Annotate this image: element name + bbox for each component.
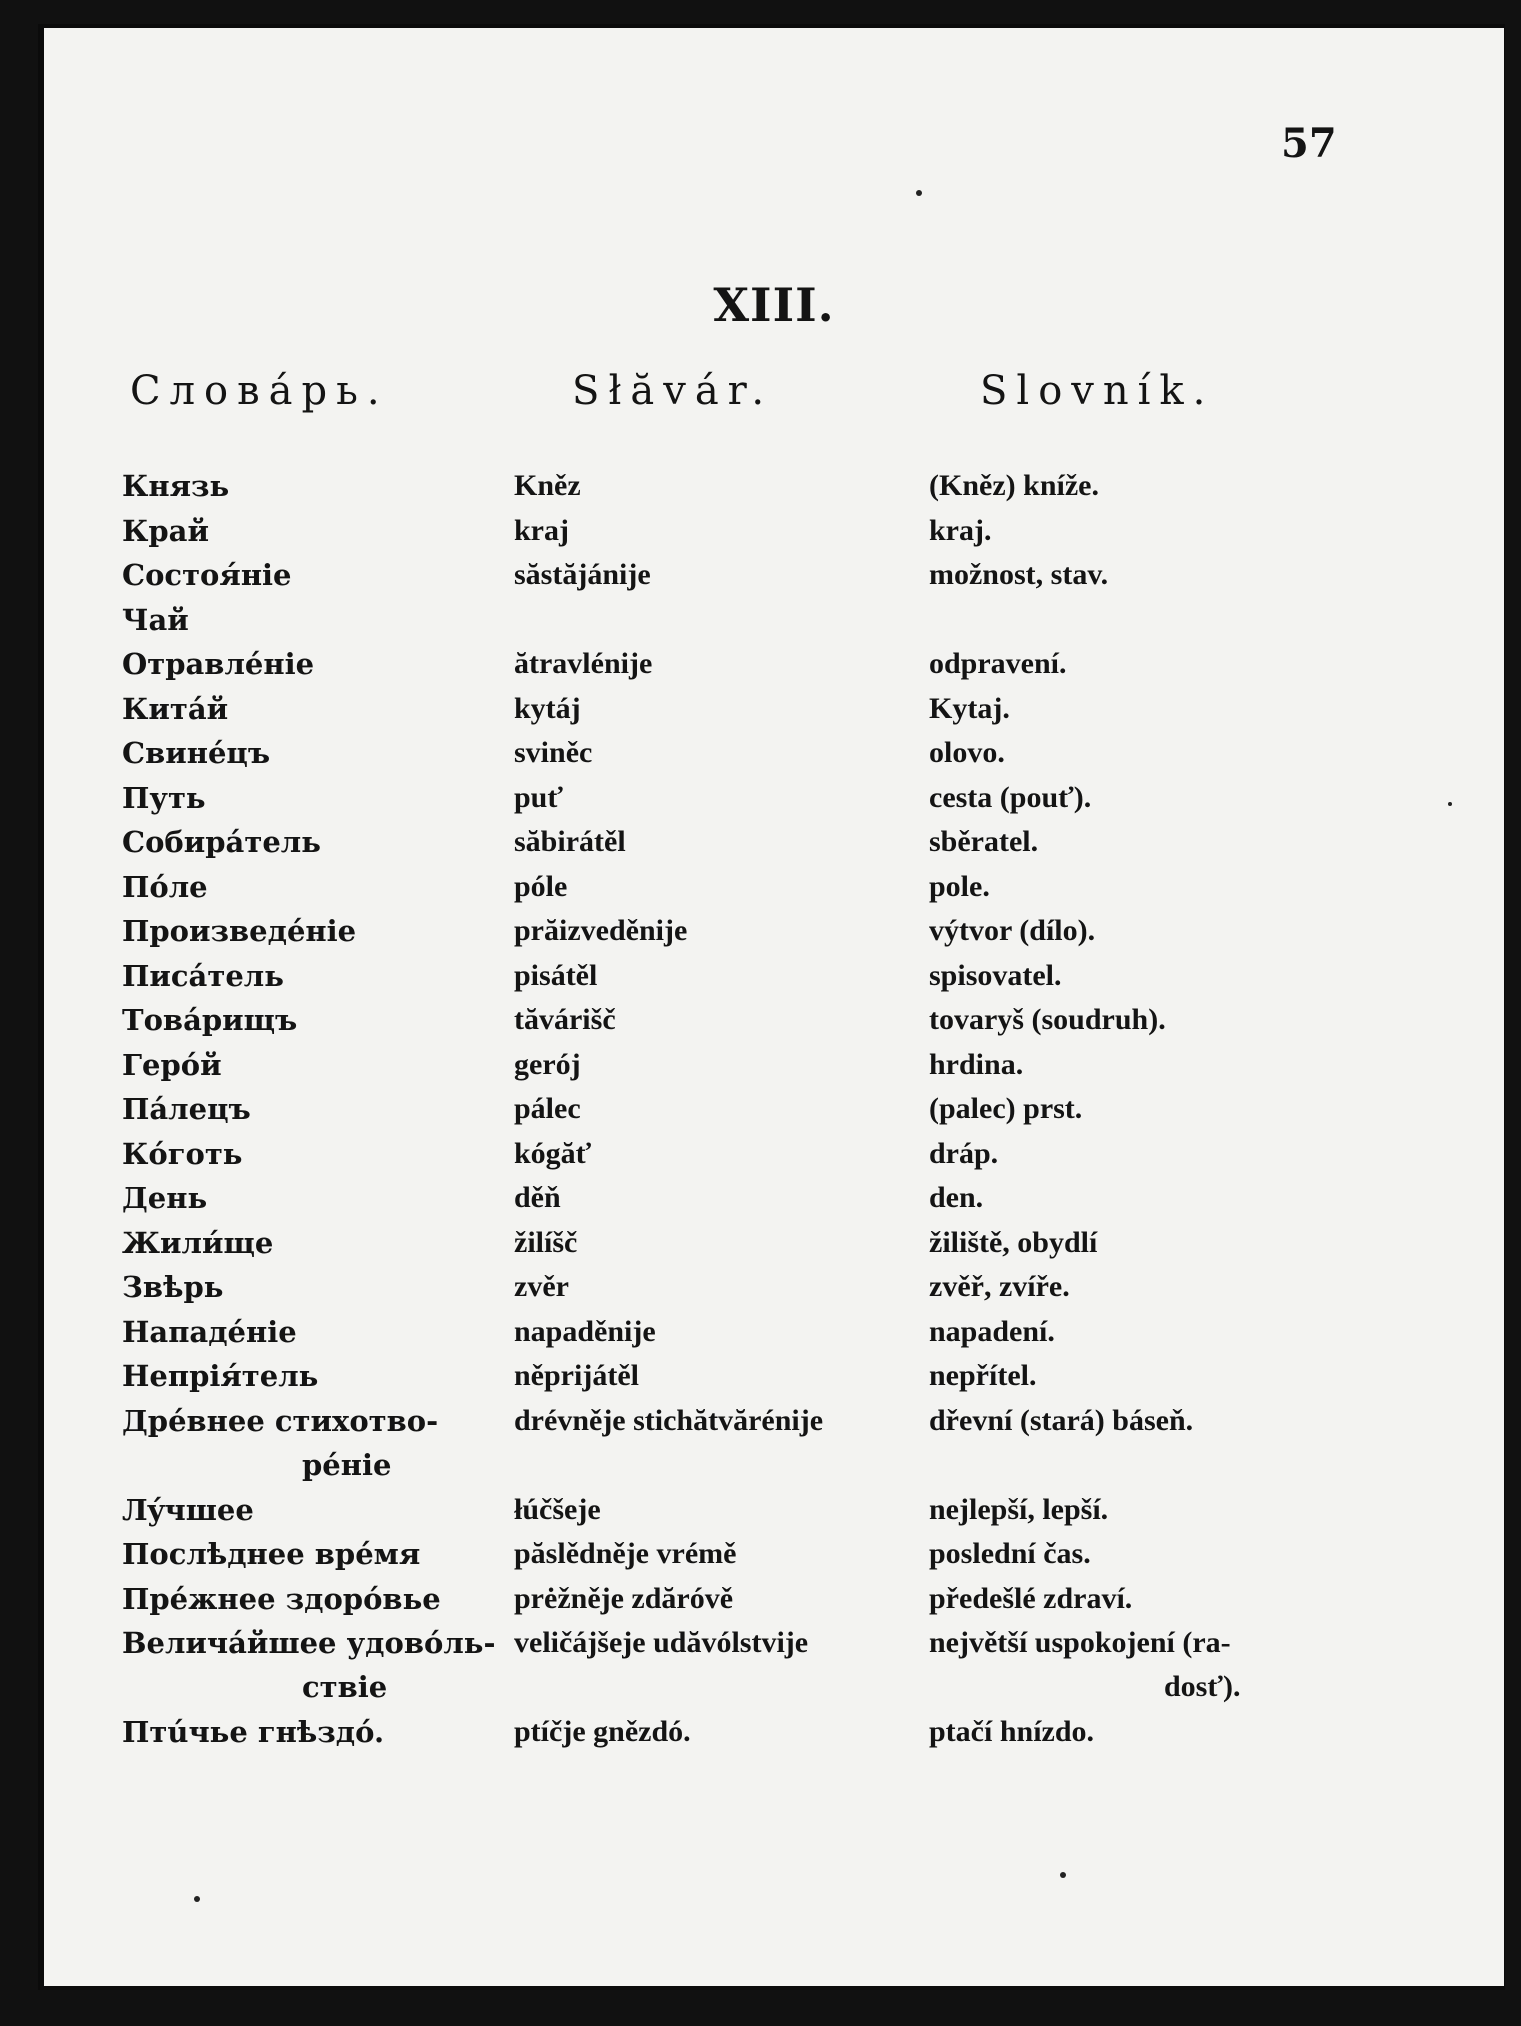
slovak-term: Kněz xyxy=(514,469,581,502)
scan-speck xyxy=(194,1896,200,1902)
russian-term: Нападéніе xyxy=(122,1314,297,1349)
vocabulary-row xyxy=(44,509,1504,554)
vocabulary-row xyxy=(44,909,1504,954)
russian-term: Край xyxy=(122,513,209,548)
slovak-term: prăizveděnije xyxy=(514,914,688,947)
russian-term-continuation: ствіе xyxy=(302,1670,388,1704)
slovak-term: drévněje stichătvărénije xyxy=(514,1403,824,1437)
russian-term: Свинéцъ xyxy=(122,736,271,770)
russian-term: Отравлéніе xyxy=(122,647,315,681)
slovak-term: něprijátěl xyxy=(514,1359,639,1392)
vocabulary-list xyxy=(44,464,1504,1755)
page-number: 57 xyxy=(1281,120,1337,167)
slovak-term: pisátěl xyxy=(514,958,598,992)
vocabulary-row xyxy=(44,731,1504,776)
slovak-term: pálec xyxy=(514,1092,581,1125)
czech-term: předešlé zdraví. xyxy=(929,1581,1133,1615)
scan-border-right xyxy=(1505,0,1521,2026)
vocabulary-row xyxy=(44,1488,1504,1533)
czech-term: nejlepší, lepší. xyxy=(929,1492,1109,1526)
czech-term: nepřítel. xyxy=(929,1359,1037,1392)
scan-speck xyxy=(1060,1872,1066,1878)
czech-term: možnost, stav. xyxy=(929,558,1109,591)
russian-term: Звѣрь xyxy=(122,1270,224,1304)
slovak-term: póle xyxy=(514,869,568,903)
slovak-term: gerój xyxy=(514,1047,581,1081)
vocabulary-row xyxy=(44,998,1504,1043)
czech-term-continuation: dosť). xyxy=(1164,1670,1241,1703)
scan-speck xyxy=(916,190,922,196)
russian-term: Писáтель xyxy=(122,958,284,993)
vocabulary-row xyxy=(44,1621,1504,1710)
russian-term: Птúчье гнѣздó. xyxy=(122,1715,385,1749)
russian-term: Состоя́ніе xyxy=(122,558,292,592)
russian-term: День xyxy=(122,1181,208,1215)
czech-term: dřevní (stará) báseň. xyxy=(929,1403,1194,1437)
scan-border-left xyxy=(0,0,38,2026)
vocabulary-row xyxy=(44,1354,1504,1399)
slovak-term: žilíšč xyxy=(514,1225,578,1259)
czech-term: žiliště, obydlí xyxy=(929,1225,1098,1259)
heading-slovak: Słăvár. xyxy=(572,368,774,414)
vocabulary-row xyxy=(44,954,1504,999)
russian-term: Китáй xyxy=(122,691,229,726)
slovak-term: tăvárišč xyxy=(514,1003,616,1036)
russian-term: Князь xyxy=(122,469,230,503)
vocabulary-row xyxy=(44,598,1504,643)
russian-term: Прéжнее здорóвье xyxy=(122,1581,441,1616)
slovak-term: păslědněje vrémě xyxy=(514,1537,737,1570)
russian-term: Произведéніе xyxy=(122,914,357,948)
czech-term: kraj. xyxy=(929,513,992,547)
vocabulary-row xyxy=(44,553,1504,598)
russian-term: Пóле xyxy=(122,869,208,904)
russian-term: Товáрищъ xyxy=(122,1003,298,1037)
russian-term: Непрія́тель xyxy=(122,1359,319,1393)
czech-term: odpravení. xyxy=(929,647,1067,680)
czech-term: (Kněz) kníže. xyxy=(929,469,1099,502)
czech-term: ptačí hnízdo. xyxy=(929,1715,1095,1748)
czech-term: největší uspokojení (ra- xyxy=(929,1626,1231,1659)
russian-term: Дрéвнее стихотво- xyxy=(122,1403,439,1438)
czech-term: sběratel. xyxy=(929,825,1039,858)
slovak-term: kraj xyxy=(514,513,569,547)
vocabulary-row xyxy=(44,1221,1504,1266)
czech-term: spisovatel. xyxy=(929,958,1062,992)
book-page xyxy=(44,28,1504,1986)
russian-term: Пáлецъ xyxy=(122,1092,251,1126)
vocabulary-row xyxy=(44,1265,1504,1310)
russian-term: Величáйшее удовóль- xyxy=(122,1626,496,1660)
vocabulary-row xyxy=(44,1310,1504,1355)
czech-term: poslední čas. xyxy=(929,1537,1091,1570)
vocabulary-row xyxy=(44,820,1504,865)
slovak-term: łúčšeje xyxy=(514,1492,601,1526)
chapter-heading: XIII. xyxy=(713,278,835,332)
slovak-term: zvěr xyxy=(514,1270,569,1303)
russian-term: Собирáтель xyxy=(122,825,321,859)
czech-term: (palec) prst. xyxy=(929,1092,1083,1125)
vocabulary-row xyxy=(44,1532,1504,1577)
scan-speck xyxy=(1448,802,1452,806)
vocabulary-row xyxy=(44,464,1504,509)
russian-term: Чай xyxy=(122,602,189,637)
slovak-term: prėžněje zdăróvě xyxy=(514,1581,734,1615)
vocabulary-row xyxy=(44,642,1504,687)
slovak-term: kytáj xyxy=(514,691,581,725)
vocabulary-row xyxy=(44,776,1504,821)
russian-term: Кóготь xyxy=(122,1136,243,1171)
czech-term: cesta (pouť). xyxy=(929,780,1092,814)
czech-term: Kytaj. xyxy=(929,691,1010,725)
slovak-term: napaděnije xyxy=(514,1314,656,1348)
czech-term: olovo. xyxy=(929,736,1005,769)
slovak-term: puť xyxy=(514,780,563,814)
scan-border-bottom xyxy=(0,1990,1521,2026)
vocabulary-row xyxy=(44,687,1504,732)
czech-term: den. xyxy=(929,1181,984,1214)
vocabulary-row xyxy=(44,865,1504,910)
vocabulary-row xyxy=(44,1710,1504,1755)
czech-term: tovaryš (soudruh). xyxy=(929,1003,1166,1036)
vocabulary-row xyxy=(44,1399,1504,1488)
czech-term: dráp. xyxy=(929,1136,999,1170)
slovak-term: děň xyxy=(514,1181,561,1214)
czech-term: napadení. xyxy=(929,1314,1055,1348)
vocabulary-row xyxy=(44,1132,1504,1177)
scan-border-top xyxy=(0,0,1521,24)
slovak-term: ătravlénije xyxy=(514,647,653,680)
slovak-term: veličájšeje udăvólstvije xyxy=(514,1626,809,1659)
slovak-term: sviněc xyxy=(514,736,593,769)
russian-term: Лýчшее xyxy=(122,1492,254,1527)
czech-term: pole. xyxy=(929,869,990,903)
slovak-term: ptíčje gnězdó. xyxy=(514,1715,691,1748)
russian-term-continuation: рéніе xyxy=(302,1447,392,1482)
slovak-term: kógăť xyxy=(514,1136,592,1170)
slovak-term: săbirátěl xyxy=(514,825,626,858)
vocabulary-row xyxy=(44,1043,1504,1088)
russian-term: Послѣднее врéмя xyxy=(122,1537,421,1571)
heading-russian: Словáрь. xyxy=(130,368,389,414)
russian-term: Жили́ще xyxy=(122,1225,274,1260)
russian-term: Путь xyxy=(122,780,206,815)
vocabulary-row xyxy=(44,1087,1504,1132)
czech-term: zvěř, zvíře. xyxy=(929,1270,1070,1303)
slovak-term: săstăjánije xyxy=(514,558,651,591)
vocabulary-row xyxy=(44,1577,1504,1622)
czech-term: výtvor (dílo). xyxy=(929,914,1096,947)
vocabulary-row xyxy=(44,1176,1504,1221)
heading-czech: Slovník. xyxy=(980,368,1215,414)
russian-term: Герóй xyxy=(122,1047,222,1082)
czech-term: hrdina. xyxy=(929,1047,1024,1081)
